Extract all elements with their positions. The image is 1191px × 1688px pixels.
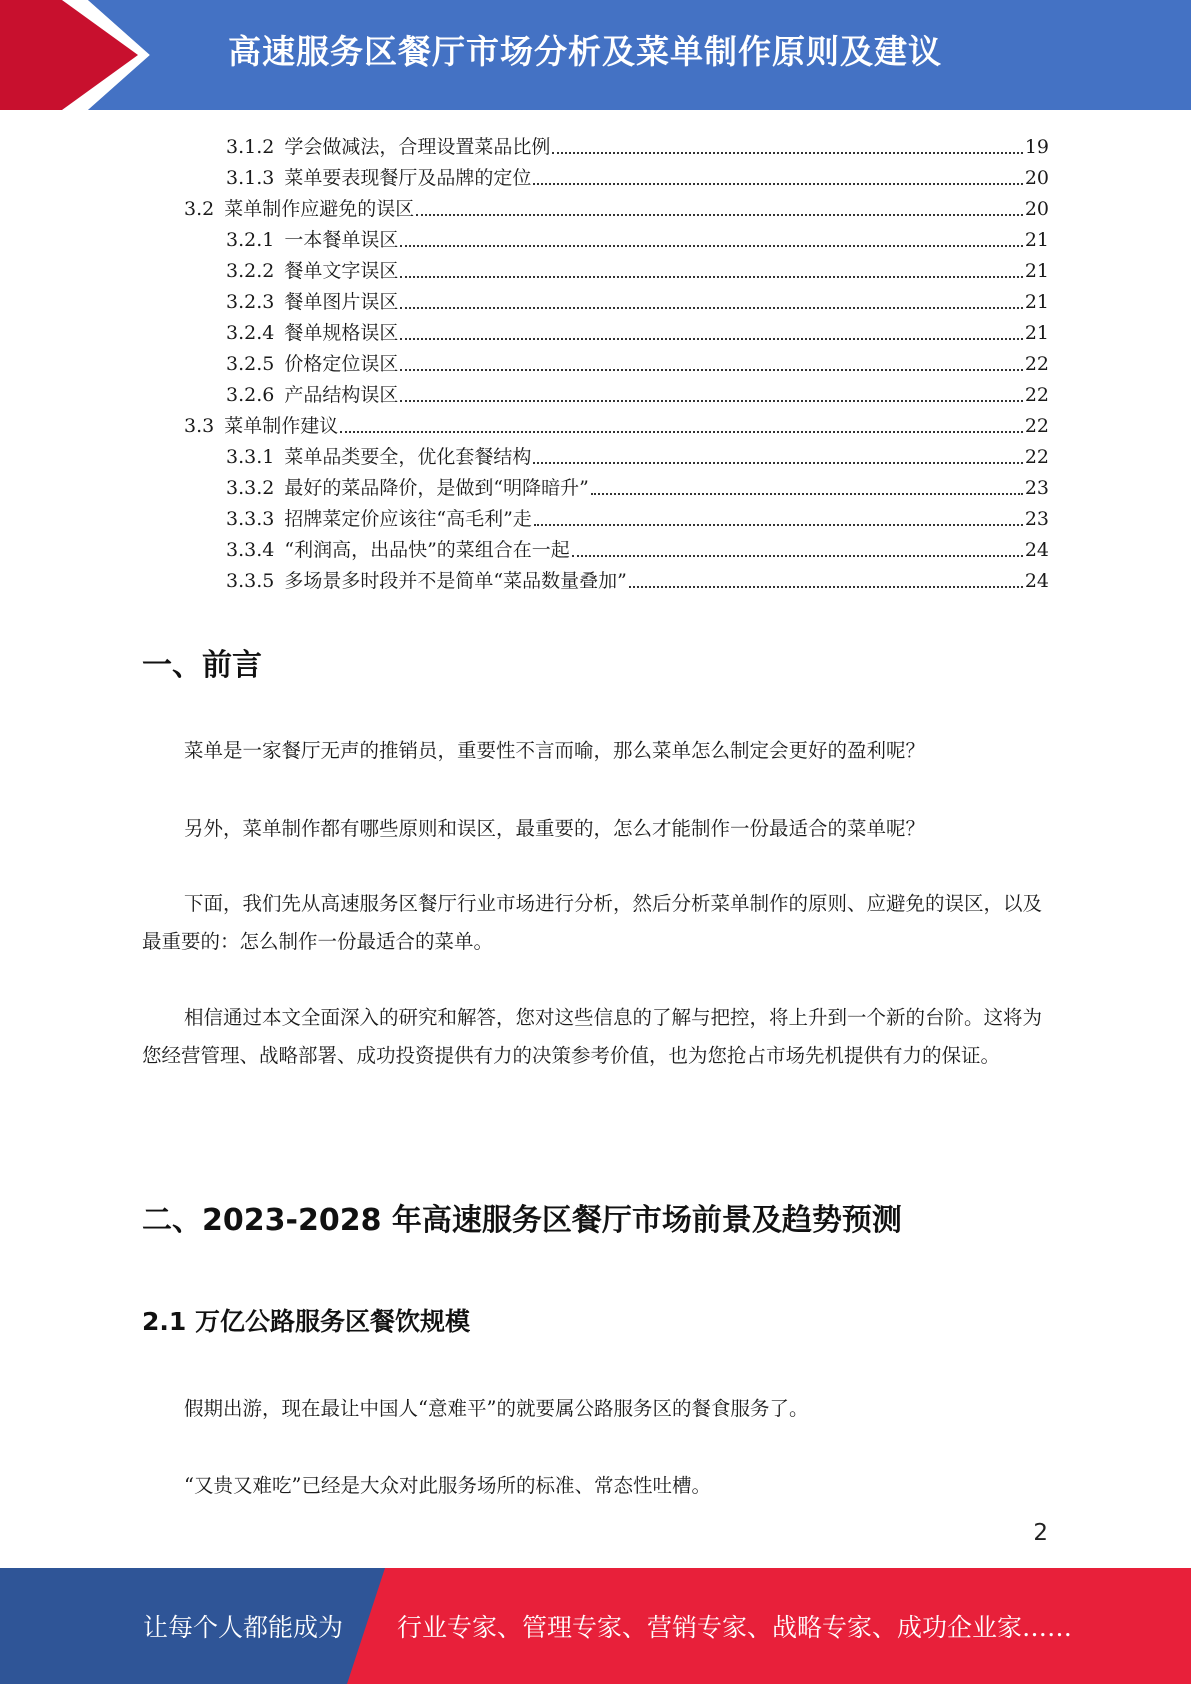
toc-number: 3.2.4 bbox=[226, 322, 275, 344]
toc-page: 22 bbox=[1024, 353, 1049, 375]
paragraph: 下面，我们先从高速服务区餐厅行业市场进行分析，然后分析菜单制作的原则、应避免的误区，以及最重要的：怎么制作一份最适合的菜单。 bbox=[142, 892, 1043, 953]
toc-entry[interactable] bbox=[226, 562, 1049, 593]
paragraph: 菜单是一家餐厅无声的推销员，重要性不言而喻，那么菜单怎么制定会更好的盈利呢？ bbox=[184, 739, 926, 762]
toc-text: 学会做减法，合理设置菜品比例 bbox=[284, 136, 551, 158]
subsection-heading: 2.1 万亿公路服务区餐饮规模 bbox=[142, 1307, 470, 1336]
toc-page: 21 bbox=[1024, 291, 1049, 313]
paragraph: “又贵又难吃”已经是大众对此服务场所的标准、常态性吐槽。 bbox=[184, 1474, 711, 1497]
toc-leader bbox=[534, 524, 1023, 526]
toc-text: “利润高，出品快”的菜组合在一起 bbox=[284, 539, 570, 561]
toc-leader bbox=[552, 152, 1022, 154]
toc-text: 菜单要表现餐厅及品牌的定位 bbox=[284, 167, 532, 189]
toc-text: 招牌菜定价应该往“高毛利”走 bbox=[284, 508, 532, 530]
toc-text: 餐单规格误区 bbox=[284, 322, 399, 344]
toc-page: 21 bbox=[1024, 229, 1049, 251]
toc-number: 3.2.5 bbox=[226, 353, 275, 375]
toc-leader bbox=[629, 586, 1023, 588]
paragraph: 假期出游，现在最让中国人“意难平”的就要属公路服务区的餐食服务了。 bbox=[184, 1397, 809, 1420]
toc-text: 产品结构误区 bbox=[284, 384, 399, 406]
toc-number: 3.1.2 bbox=[226, 136, 275, 158]
toc-number: 3.3.1 bbox=[226, 446, 275, 468]
toc-entry[interactable] bbox=[226, 469, 1049, 500]
section-heading-forecast: 二、2023-2028 年高速服务区餐厅市场前景及趋势预测 bbox=[142, 1203, 902, 1238]
toc-page: 23 bbox=[1024, 477, 1049, 499]
section-heading-preface: 一、前言 bbox=[142, 648, 262, 683]
toc-number: 3.3.2 bbox=[226, 477, 275, 499]
toc-number: 3.2 bbox=[184, 198, 215, 220]
toc-leader bbox=[533, 183, 1022, 185]
toc-number: 3.2.3 bbox=[226, 291, 275, 313]
toc-number: 3.1.3 bbox=[226, 167, 275, 189]
toc-leader bbox=[400, 400, 1022, 402]
toc-number: 3.2.6 bbox=[226, 384, 275, 406]
toc-entry[interactable] bbox=[226, 221, 1049, 252]
paragraph: 另外，菜单制作都有哪些原则和误区，最重要的，怎么才能制作一份最适合的菜单呢？ bbox=[184, 817, 926, 840]
toc-text: 多场景多时段并不是简单“菜品数量叠加” bbox=[284, 570, 627, 592]
page-number: 2 bbox=[1033, 1520, 1048, 1546]
toc-text: 最好的菜品降价，是做到“明降暗升” bbox=[284, 477, 589, 499]
toc-entry[interactable] bbox=[226, 159, 1049, 190]
toc-text: 菜单品类要全，优化套餐结构 bbox=[284, 446, 532, 468]
toc-entry[interactable] bbox=[226, 500, 1049, 531]
toc-page: 21 bbox=[1024, 322, 1049, 344]
toc-text: 菜单制作建议 bbox=[224, 415, 339, 437]
toc-leader bbox=[591, 493, 1023, 495]
toc-leader bbox=[400, 245, 1022, 247]
toc-leader bbox=[400, 338, 1022, 340]
toc-leader bbox=[416, 214, 1023, 216]
footer-slogan-left: 让每个人都能成为 bbox=[143, 1613, 344, 1642]
header-banner bbox=[0, 0, 1191, 110]
toc-entry[interactable] bbox=[184, 407, 1049, 438]
footer-slogan-right: 行业专家、管理专家、营销专家、战略专家、成功企业家…… bbox=[397, 1613, 1073, 1642]
toc-number: 3.3.5 bbox=[226, 570, 275, 592]
toc-page: 22 bbox=[1024, 446, 1049, 468]
toc-entry[interactable] bbox=[226, 438, 1049, 469]
toc-text: 价格定位误区 bbox=[284, 353, 399, 375]
toc-entry[interactable] bbox=[226, 376, 1049, 407]
toc-page: 22 bbox=[1024, 384, 1049, 406]
toc-text: 餐单文字误区 bbox=[284, 260, 399, 282]
toc-number: 3.3.4 bbox=[226, 539, 275, 561]
toc-leader bbox=[400, 276, 1022, 278]
toc-entry[interactable] bbox=[184, 190, 1049, 221]
toc-page: 20 bbox=[1024, 198, 1049, 220]
toc-number: 3.2.1 bbox=[226, 229, 275, 251]
toc-page: 23 bbox=[1024, 508, 1049, 530]
toc-leader bbox=[400, 369, 1022, 371]
toc-page: 20 bbox=[1024, 167, 1049, 189]
toc-page: 24 bbox=[1024, 570, 1049, 592]
toc-leader bbox=[572, 555, 1023, 557]
toc-entry[interactable] bbox=[226, 283, 1049, 314]
toc-entry[interactable] bbox=[226, 252, 1049, 283]
toc-page: 19 bbox=[1024, 136, 1049, 158]
toc-text: 菜单制作应避免的误区 bbox=[224, 198, 415, 220]
toc-page: 22 bbox=[1024, 415, 1049, 437]
toc-leader bbox=[533, 462, 1022, 464]
toc-page: 24 bbox=[1024, 539, 1049, 561]
document-title: 高速服务区餐厅市场分析及菜单制作原则及建议 bbox=[228, 32, 942, 71]
footer-banner bbox=[0, 1568, 1191, 1684]
toc-entry[interactable] bbox=[226, 531, 1049, 562]
toc-entry[interactable] bbox=[226, 314, 1049, 345]
toc-number: 3.3 bbox=[184, 415, 215, 437]
toc-leader bbox=[400, 307, 1022, 309]
toc-number: 3.3.3 bbox=[226, 508, 275, 530]
paragraph: 相信通过本文全面深入的研究和解答，您对这些信息的了解与把控，将上升到一个新的台阶。这将为您经营管理、战略部署、成功投资提供有力的决策参考价值，也为您抢占市场先机提供有力的保证。 bbox=[142, 1006, 1043, 1067]
toc-text: 一本餐单误区 bbox=[284, 229, 399, 251]
toc-text: 餐单图片误区 bbox=[284, 291, 399, 313]
toc-leader bbox=[340, 431, 1023, 433]
toc-number: 3.2.2 bbox=[226, 260, 275, 282]
toc-entry[interactable] bbox=[226, 128, 1049, 159]
toc-entry[interactable] bbox=[226, 345, 1049, 376]
toc-page: 21 bbox=[1024, 260, 1049, 282]
